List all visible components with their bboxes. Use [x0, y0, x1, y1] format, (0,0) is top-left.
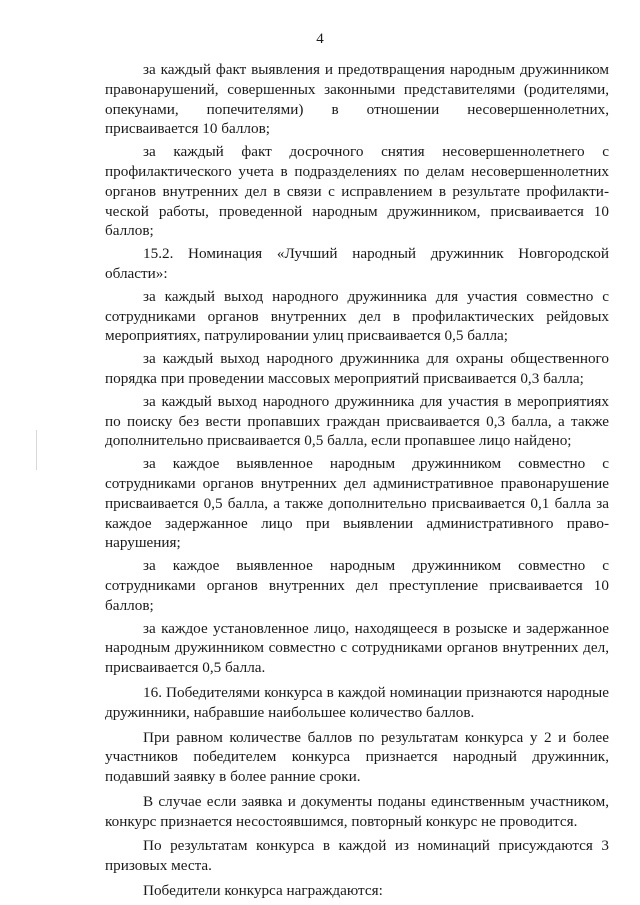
page-number: 4	[316, 31, 324, 47]
paragraph: за каждый выход народного дружинника для охраны общественного порядка при проведении массовых мероприятий присваивается 0,3 балла;	[105, 350, 609, 387]
margin-scan-mark	[36, 430, 37, 470]
paragraph: за каждое установленное лицо, находящееся в розыске и задержанное народным дружинником совместно с сотрудниками органов внутренних дел, присваивается 0,5 балла.	[105, 619, 609, 677]
paragraph: за каждый факт выявления и предотвращения народным дружинником правонарушений, совершенных законными представителями (родителями, опекунами, попечителями) в отношении несовершеннолетних, присваивается 10 баллов;	[105, 61, 609, 138]
section-heading-15-2: 15.2. Номинация «Лучший народный дружинник Новгородской области»:	[105, 245, 609, 282]
paragraph: Победители конкурса награждаются:	[143, 882, 383, 900]
paragraph: В случае если заявка и документы поданы единственным участником, конкурс признается несостоявшимся, повторный конкурс не проводится.	[105, 792, 609, 830]
clause-16: 16. Победителями конкурса в каждой номинации признаются народные дружинники, набравшие наибольшее количество баллов.	[105, 683, 609, 721]
paragraph: за каждый факт досрочного снятия несовершеннолетнего с профилактического учета в подразделениях по делам несовершеннолетних органов внутренних дел в связи с исправлением в результате профилактической работы, проведенной народным дружинником, присваивается 10 баллов;	[105, 143, 609, 240]
paragraph: При равном количестве баллов по результатам конкурса у 2 и более участников победителем конкурса признается народный дружинник, подавший заявку в более ранние сроки.	[105, 728, 609, 786]
paragraph: за каждый выход народного дружинника для участия в мероприятиях по поиску без вести пропавших граждан присваивается 0,3 балла, а также дополнительно присваивается 0,5 балла, если пропавшее лицо найдено;	[105, 392, 609, 450]
paragraph: за каждое выявленное народным дружинником совместно с сотрудниками органов внутренних дел преступление присваивается 10 баллов;	[105, 557, 609, 614]
paragraph: за каждое выявленное народным дружинником совместно с сотрудниками органов внутренних дел административное правонарушение присваивается 0,5 балла, а также дополнительно присваивается 0,1 балла за каждое задержанное лицо при выявлении административного правонарушения;	[105, 455, 609, 552]
paragraph: По результатам конкурса в каждой из номинаций присуждаются 3 призовых места.	[105, 837, 609, 875]
paragraph: за каждый выход народного дружинника для участия совместно с сотрудниками органов внутренних дел в профилактических рейдовых мероприятиях, патрулировании улиц присваивается 0,5 балла;	[105, 287, 609, 345]
document-body	[105, 60, 609, 904]
